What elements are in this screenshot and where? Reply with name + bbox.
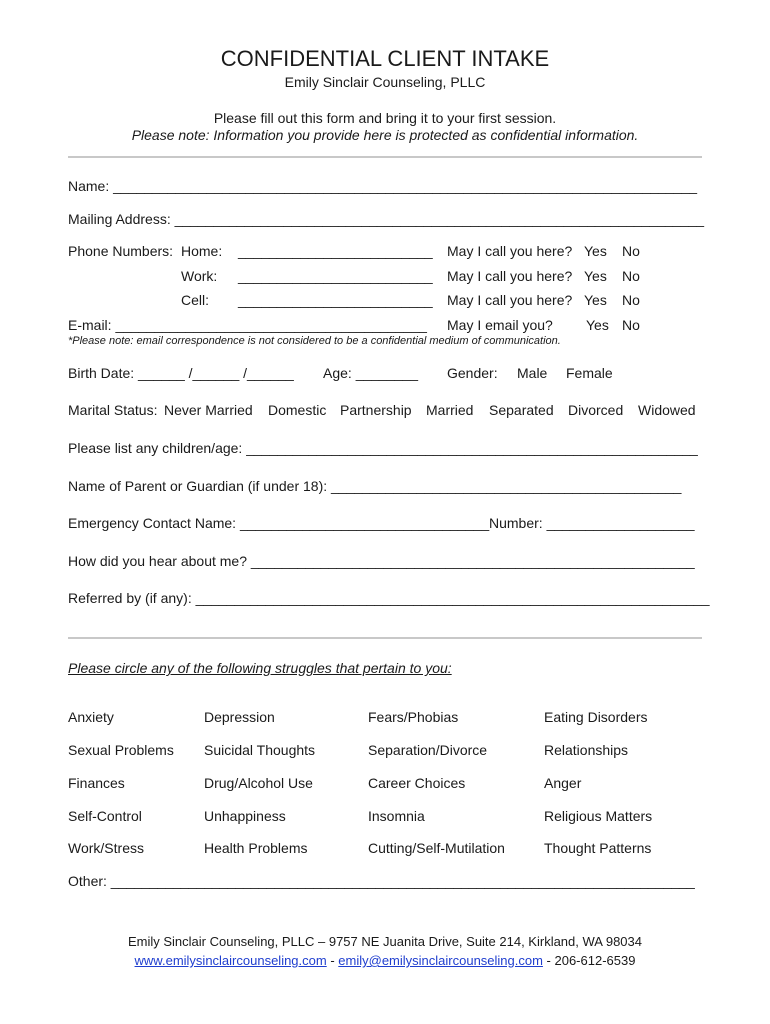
marital-never-married[interactable]: Never Married [164, 402, 253, 418]
phone-cell-label: Cell: [181, 292, 210, 308]
marital-domestic[interactable]: Domestic [268, 402, 327, 418]
struggle-item[interactable]: Thought Patterns [544, 840, 652, 856]
email-note: *Please note: email correspondence is not considered to be a confidential medium of communication. [68, 335, 561, 347]
struggle-item[interactable]: Anger [544, 775, 582, 791]
phone-work-question: May I call you here? [447, 268, 573, 284]
struggle-item[interactable]: Insomnia [368, 808, 425, 824]
struggle-item[interactable]: Cutting/Self-Mutilation [368, 840, 505, 856]
phone-home-label: Home: [181, 243, 223, 259]
struggle-item[interactable]: Career Choices [368, 775, 466, 791]
phone-cell-field[interactable]: _________________________ [238, 292, 433, 308]
email-field[interactable]: E-mail: ________________________________________ [68, 317, 427, 333]
email-yes[interactable]: Yes [586, 317, 609, 333]
struggle-item[interactable]: Finances [68, 775, 125, 791]
struggle-item[interactable]: Suicidal Thoughts [204, 742, 316, 758]
phone-cell-question: May I call you here? [447, 292, 573, 308]
struggle-item[interactable]: Anxiety [68, 709, 114, 725]
phone-work-field[interactable]: _________________________ [238, 268, 433, 284]
page-title: CONFIDENTIAL CLIENT INTAKE [220, 46, 550, 71]
struggle-item[interactable]: Separation/Divorce [368, 742, 488, 758]
gender-female[interactable]: Female [566, 365, 613, 381]
phone-home-yes[interactable]: Yes [584, 243, 607, 259]
phone-work-yes[interactable]: Yes [584, 268, 607, 284]
struggle-item[interactable]: Religious Matters [544, 808, 653, 824]
practice-name: Emily Sinclair Counseling, PLLC [284, 74, 486, 90]
marital-divorced[interactable]: Divorced [568, 402, 624, 418]
struggle-item[interactable]: Health Problems [204, 840, 308, 856]
marital-label: Marital Status: [68, 402, 158, 418]
phone-home-question: May I call you here? [447, 243, 573, 259]
marital-partnership[interactable]: Partnership [340, 402, 412, 418]
struggle-item[interactable]: Depression [204, 709, 275, 725]
footer-separator: - [326, 953, 339, 968]
divider-middle [68, 637, 702, 639]
age-field[interactable]: Age: ________ [323, 365, 418, 381]
phone-home-field[interactable]: _________________________ [238, 243, 433, 259]
phone-label: Phone Numbers: [68, 243, 174, 259]
gender-label: Gender: [447, 365, 498, 381]
hear-about-field[interactable]: How did you hear about me? _________________________________________________________ [68, 553, 695, 569]
email-link[interactable]: emily@emilysinclaircounseling.com [338, 953, 543, 968]
phone-cell-no[interactable]: No [622, 292, 640, 308]
struggle-item[interactable]: Self-Control [68, 808, 142, 824]
marital-married[interactable]: Married [426, 402, 474, 418]
name-field[interactable]: Name: ___________________________________________________________________________ [68, 178, 698, 194]
struggle-item[interactable]: Sexual Problems [68, 742, 174, 758]
website-link[interactable]: www.emilysinclaircounseling.com [134, 953, 327, 968]
email-no[interactable]: No [622, 317, 640, 333]
struggle-item[interactable]: Relationships [544, 742, 629, 758]
footer-address: Emily Sinclair Counseling, PLLC – 9757 NE Juanita Drive, Suite 214, Kirkland, WA 98034 [127, 934, 642, 949]
referred-by-field[interactable]: Referred by (if any): __________________________________________________________________ [68, 590, 710, 606]
guardian-field[interactable]: Name of Parent or Guardian (if under 18): _____________________________________________ [68, 478, 682, 494]
struggle-item[interactable]: Drug/Alcohol Use [204, 775, 313, 791]
marital-widowed[interactable]: Widowed [638, 402, 696, 418]
phone-work-label: Work: [181, 268, 218, 284]
mailing-address-field[interactable]: Mailing Address: ____________________________________________________________________ [68, 211, 705, 227]
struggle-item[interactable]: Work/Stress [68, 840, 144, 856]
email-question: May I email you? [447, 317, 553, 333]
footer-phone: - 206-612-6539 [542, 953, 636, 968]
birth-date-field[interactable]: Birth Date: ______ /______ /______ [68, 365, 294, 381]
children-field[interactable]: Please list any children/age: __________________________________________________________ [68, 440, 698, 456]
other-field[interactable]: Other: ___________________________________________________________________________ [68, 873, 695, 889]
emergency-contact-field[interactable]: Emergency Contact Name: ________________________________ [68, 515, 490, 531]
struggle-item[interactable]: Eating Disorders [544, 709, 648, 725]
instruction-text: Please fill out this form and bring it to your first session. [213, 110, 557, 126]
emergency-number-field[interactable]: Number: ___________________ [489, 515, 695, 531]
phone-work-no[interactable]: No [622, 268, 640, 284]
phone-home-no[interactable]: No [622, 243, 640, 259]
footer-contact [0, 953, 770, 969]
struggle-item[interactable]: Fears/Phobias [368, 709, 459, 725]
marital-separated[interactable]: Separated [489, 402, 554, 418]
gender-male[interactable]: Male [517, 365, 548, 381]
phone-cell-yes[interactable]: Yes [584, 292, 607, 308]
divider-top [68, 156, 702, 158]
confidential-note: Please note: Information you provide here is protected as confidential information. [131, 127, 639, 143]
struggle-item[interactable]: Unhappiness [204, 808, 286, 824]
struggles-heading: Please circle any of the following struggles that pertain to you: [68, 660, 452, 676]
